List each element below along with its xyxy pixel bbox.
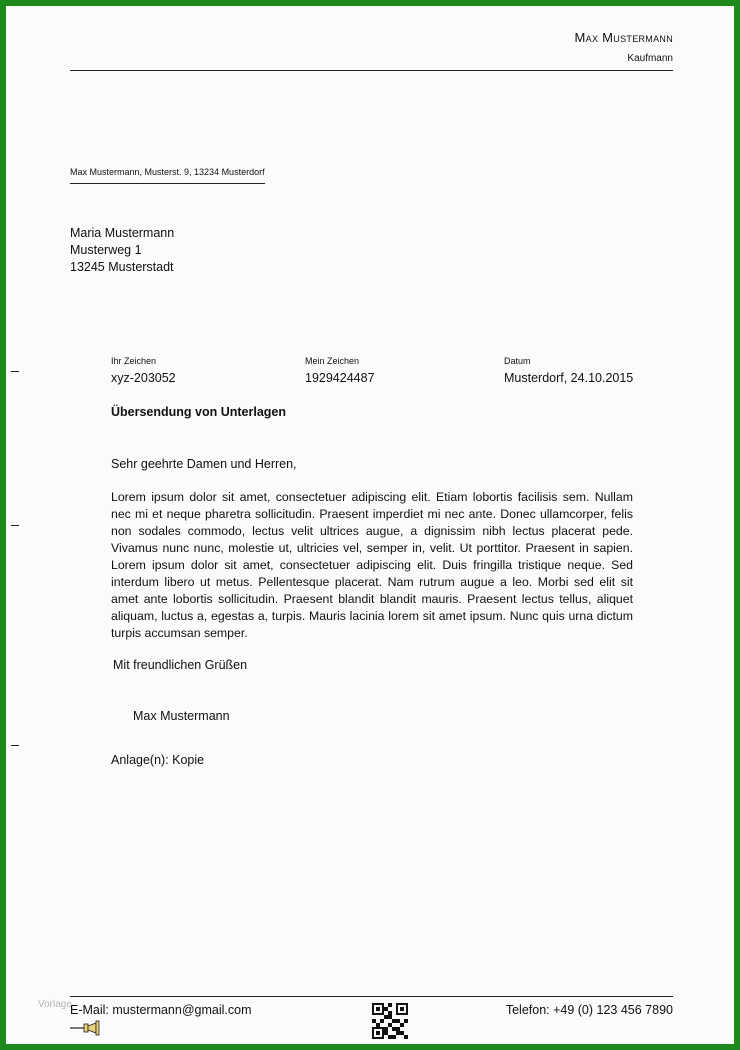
letter-body: Lorem ipsum dolor sit amet, consectetuer adipiscing elit. Etiam lobortis facilisis sem. Nullam nec mi et neque pharetra sollicitudin. Praesent imperdiet mi nec ante. Donec ullamcorper, felis non sodales commodo, lectus velit ultrices augue, a dignissim nibh lectus placerat pede. Vivamus nunc nunc, molestie ut, ultricies vel, semper in, velit. Ut porttitor. Praesent in sapien. Lorem ipsum dolor sit amet, consectetuer adipiscing elit. Duis fringilla tristique neque. Sed interdum libero ut metus. Pellentesque placerat. Nam rutrum augue a leo. Morbi sed elit sit amet ante lobortis sollicitudin. Praesent blandit blandit mauris. Praesent lectus tellus, aliquet aliquam, luctus a, egestas a, turpis. Mauris lacinia lorem sit amet ipsum. Nunc quis urna dictum turpis accumsan semper. [111, 490, 633, 640]
footer-rule [70, 996, 673, 997]
header-rule [70, 70, 673, 71]
enclosure: Anlage(n): Kopie [111, 753, 205, 767]
footer-phone: Telefon: +49 (0) 123 456 7890 [505, 1003, 673, 1017]
footer-email: E-Mail: mustermann@gmail.com [70, 1003, 252, 1017]
letter-subject: Übersendung von Unterlagen [111, 405, 287, 419]
qr-code-icon [372, 1003, 408, 1039]
your-ref-label: Ihr Zeichen [111, 356, 157, 366]
watermark: Vorlage [38, 999, 72, 1010]
date-value: Musterdorf, 24.10.2015 [504, 371, 634, 385]
our-ref-label: Mein Zeichen [305, 356, 360, 366]
our-ref-value: 1929424487 [305, 371, 375, 385]
return-address: Max Mustermann, Musterst. 9, 13234 Musterdorf [70, 167, 265, 184]
fold-mark-top [11, 371, 19, 372]
recipient-street: Musterweg 1 [70, 243, 142, 257]
sender-title: Kaufmann [627, 53, 673, 64]
recipient-address [70, 225, 174, 276]
sender-name: Max Mustermann [574, 30, 673, 45]
punch-mark [11, 525, 19, 526]
salutation: Sehr geehrte Damen und Herren, [111, 457, 297, 471]
letter-page [6, 6, 734, 1044]
recipient-name: Maria Mustermann [70, 226, 175, 240]
closing: Mit freundlichen Grüßen [113, 658, 248, 672]
pushpin-icon [70, 1020, 102, 1036]
your-ref-value: xyz-203052 [111, 371, 176, 385]
date-label: Datum [504, 356, 531, 366]
signature-name: Max Mustermann [133, 709, 230, 723]
fold-mark-bottom [11, 745, 19, 746]
recipient-city: 13245 Musterstadt [70, 260, 174, 274]
